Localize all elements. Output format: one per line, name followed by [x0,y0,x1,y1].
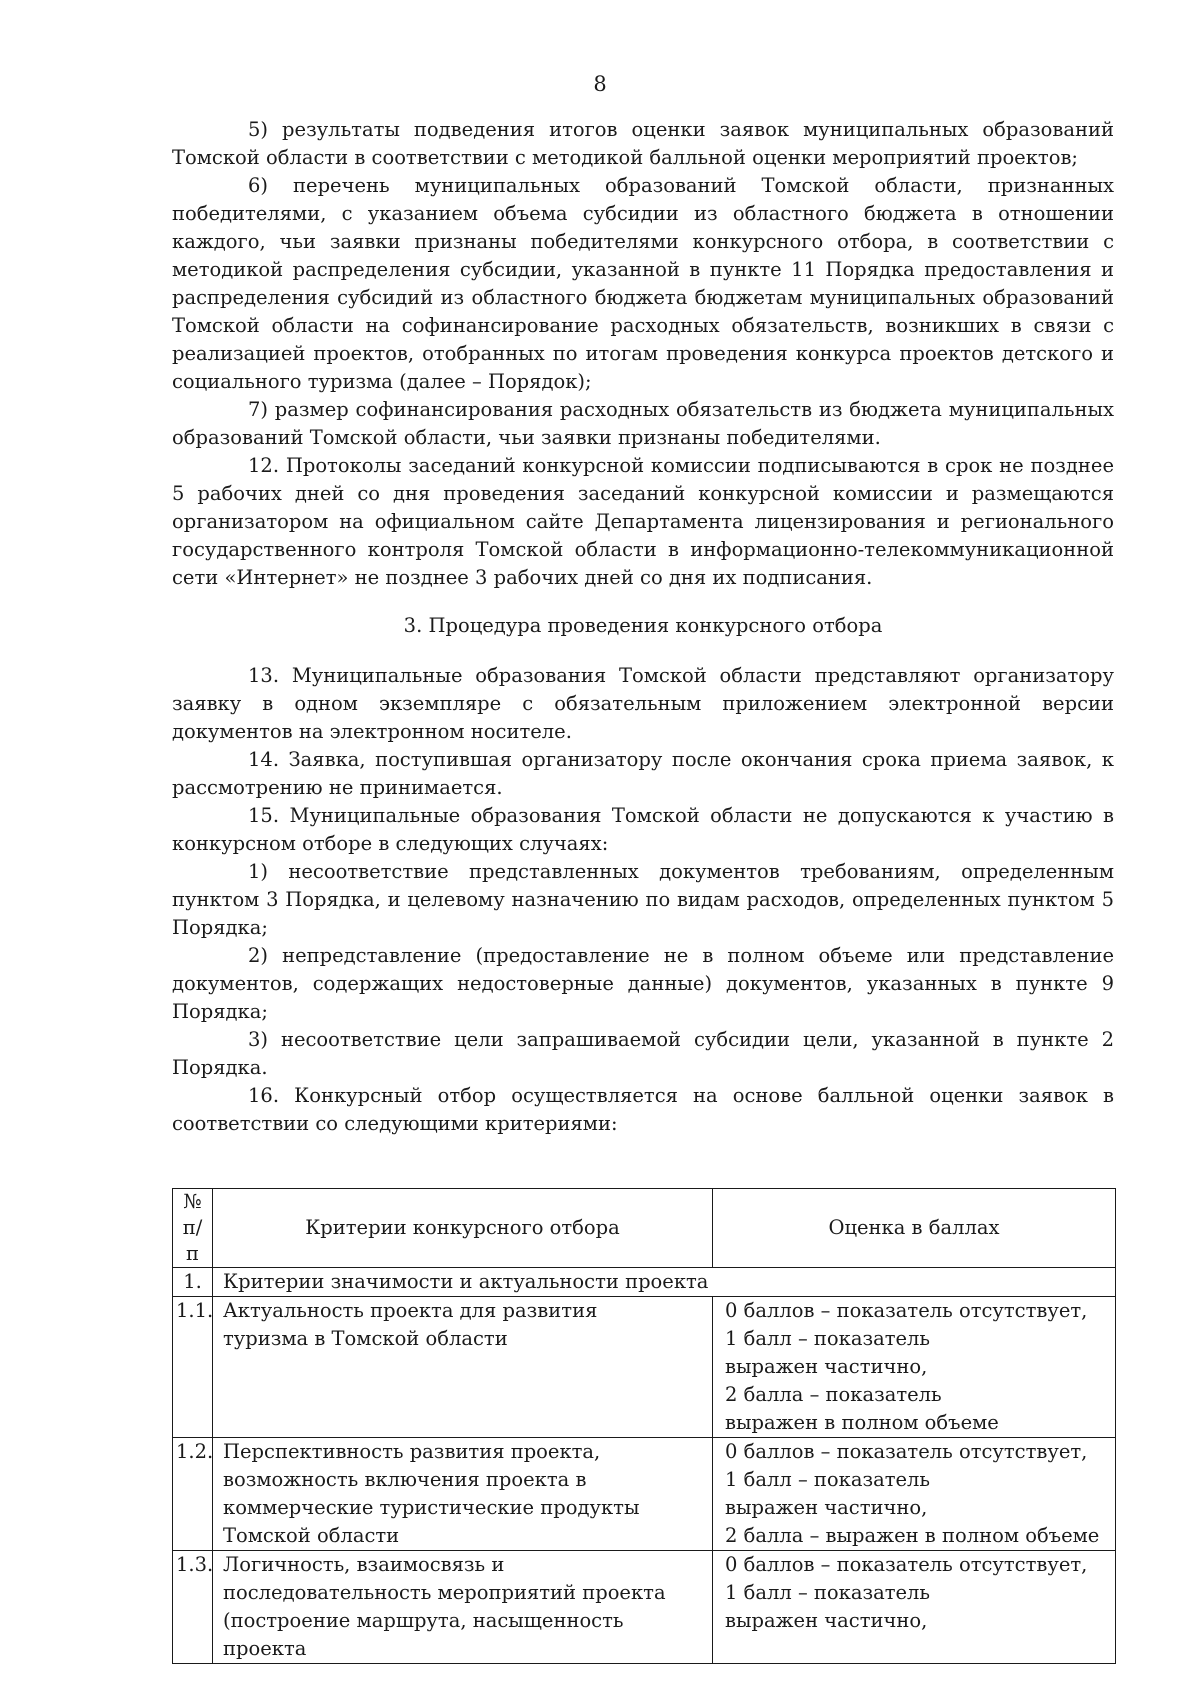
table-header-row [173,1189,1116,1268]
row-scores [713,1297,1116,1438]
score-line: 1 балл – показатель выражен частично, [725,1581,931,1632]
table-row [173,1438,1116,1551]
section-heading: 3. Процедура проведения конкурсного отбора [403,614,883,637]
header-scores: Оценка в баллах [713,1189,1116,1268]
paragraph-item-5: 5) результаты подведения итогов оценки заявок муниципальных образований Томской области в соответствии с методикой балльной оценки мероприятий проектов; [172,118,1114,169]
table-row [173,1297,1116,1438]
criteria-table [172,1188,1116,1664]
paragraph-14: 14. Заявка, поступившая организатору после окончания срока приема заявок, к рассмотрению не принимается. [172,748,1114,799]
row-criterion: Актуальность проекта для развития туризма в Томской области [213,1297,713,1438]
score-line: 0 баллов – показатель отсутствует, [725,1440,1088,1463]
row-scores [713,1551,1116,1664]
row-number: 1.2. [173,1438,213,1551]
header-number: № п/п [173,1189,213,1268]
page-number: 8 [593,72,607,96]
score-line: 2 балла – показатель выражен в полном объеме [725,1383,999,1434]
paragraph-15-item-2: 2) непредставление (предоставление не в полном объеме или представление документов, содержащих недостоверные данные) документов, указанных в пункте 9 Порядка; [172,944,1114,1023]
score-line: 0 баллов – показатель отсутствует, [725,1553,1088,1576]
paragraph-item-6: 6) перечень муниципальных образований Томской области, признанных победителями, с указанием объема субсидии из областного бюджета в отношении каждого, чьи заявки признаны победителями конкурсного отбора, в соответствии с методикой распределения субсидии, указанной в пункте 11 Порядка предоставления и распределения субсидий из областного бюджета бюджетам муниципальных образований Томской области на софинансирование расходных обязательств, возникших в связи с реализацией проектов, отобранных по итогам проведения конкурса проектов детского и социального туризма (далее – Порядок); [172,174,1114,393]
paragraph-13: 13. Муниципальные образования Томской области представляют организатору заявку в одном экземпляре с обязательным приложением электронной версии документов на электронном носителе. [172,664,1114,743]
paragraph-15: 15. Муниципальные образования Томской области не допускаются к участию в конкурсном отборе в следующих случаях: [172,804,1114,855]
paragraph-15-item-3: 3) несоответствие цели запрашиваемой субсидии цели, указанной в пункте 2 Порядка. [172,1028,1114,1079]
header-criteria: Критерии конкурсного отбора [213,1189,713,1268]
row-criterion: Логичность, взаимосвязь и последовательность мероприятий проекта (построение маршрута, насыщенность проекта [213,1551,713,1664]
paragraph-item-7: 7) размер софинансирования расходных обязательств из бюджета муниципальных образований Томской области, чьи заявки признаны победителями. [172,398,1114,449]
table-row [173,1551,1116,1664]
score-line: 1 балл – показатель выражен частично, [725,1468,931,1519]
row-criterion: Перспективность развития проекта, возможность включения проекта в коммерческие туристические продукты Томской области [213,1438,713,1551]
row-number: 1.3. [173,1551,213,1664]
score-line: 1 балл – показатель выражен частично, [725,1327,931,1378]
group-number: 1. [173,1268,213,1297]
paragraph-12: 12. Протоколы заседаний конкурсной комиссии подписываются в срок не позднее 5 рабочих дней со дня проведения заседаний конкурсной комиссии и размещаются организатором на официальном сайте Департамента лицензирования и регионального государственного контроля Томской области в информационно-телекоммуникационной сети «Интернет» не позднее 3 рабочих дней со дня их подписания. [172,454,1114,589]
body-text [172,116,1114,1138]
score-line: 2 балла – выражен в полном объеме [725,1524,1100,1547]
row-scores [713,1438,1116,1551]
table-group-row [173,1268,1116,1297]
paragraph-16: 16. Конкурсный отбор осуществляется на основе балльной оценки заявок в соответствии со следующими критериями: [172,1084,1114,1135]
paragraph-15-item-1: 1) несоответствие представленных документов требованиям, определенным пунктом 3 Порядка, и целевому назначению по видам расходов, определенных пунктом 5 Порядка; [172,860,1114,939]
group-title: Критерии значимости и актуальности проекта [213,1268,1116,1297]
score-line: 0 баллов – показатель отсутствует, [725,1299,1088,1322]
row-number: 1.1. [173,1297,213,1438]
